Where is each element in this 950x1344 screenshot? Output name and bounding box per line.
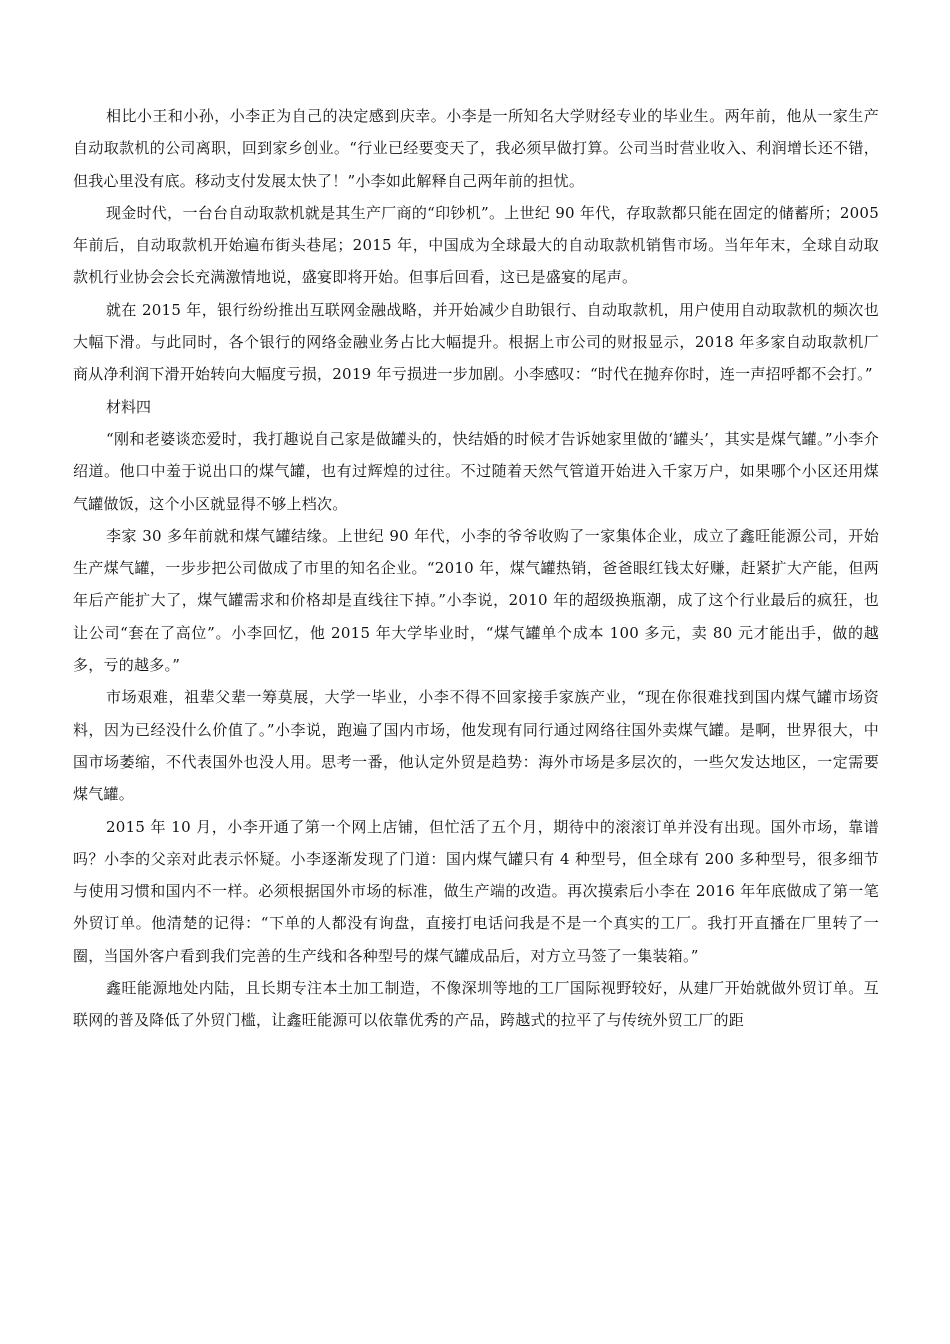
paragraph: 2015 年 10 月，小李开通了第一个网上店铺，但忙活了五个月，期待中的滚滚订单并没有出现。国外市场，靠谱吗？小李的父亲对此表示怀疑。小李逐渐发现了门道：国内煤气罐只有 4 种型号，但全球有 200 多种型号，很多细节与使用习惯和国内不一样。必须根据国外市场的标准，做生产端的改造。再次摸索后小李在 2016 年年底做成了第一笔外贸订单。他清楚的记得：“下单的人都没有询盘，直接打电话问我是不是一个真实的工厂。我打开直播在厂里转了一圈，当国外客户看到我们完善的生产线和各种型号的煤气罐成品后，对方立马签了一集装箱。” bbox=[73, 817, 879, 965]
paragraph: 现金时代，一台台自动取款机就是其生产厂商的“印钞机”。上世纪 90 年代，存取款都只能在固定的储蓄所；2005 年前后，自动取款机开始遍布街头巷尾；2015 年，中国成为全球最大的自动取款机销售市场。当年年末，全球自动取款机行业协会会长充满激情地说，盛宴即将开始。但事后回看，这已是盛宴的尾声。 bbox=[73, 203, 879, 287]
paragraph: 就在 2015 年，银行纷纷推出互联网金融战略，并开始减少自助银行、自动取款机，用户使用自动取款机的频次也大幅下滑。与此同时，各个银行的网络金融业务占比大幅提升。根据上市公司的财报显示，2018 年多家自动取款机厂商从净利润下滑开始转向大幅度亏损，2019 年亏损进一步加剧。小李感叹：“时代在抛弃你时，连一声招呼都不会打。” bbox=[73, 300, 879, 384]
section-heading: 材料四 bbox=[106, 397, 152, 416]
document-page bbox=[73, 100, 879, 1037]
paragraph: 鑫旺能源地处内陆，且长期专注本土加工制造，不像深圳等地的工厂国际视野较好，从建厂开始就做外贸订单。互联网的普及降低了外贸门槛，让鑫旺能源可以依靠优秀的产品，跨越式的拉平了与传统外贸工厂的距 bbox=[73, 979, 879, 1030]
paragraph: 市场艰难，祖辈父辈一筹莫展，大学一毕业，小李不得不回家接手家族产业，“现在你很难找到国内煤气罐市场资料，因为已经没什么价值了。”小李说，跑遍了国内市场，他发现有同行通过网络往国外卖煤气罐。是啊，世界很大，中国市场萎缩，不代表国外也没人用。思考一番，他认定外贸是趋势：海外市场是多层次的，一些欠发达地区，一定需要煤气罐。 bbox=[73, 688, 879, 804]
paragraph: 相比小王和小孙，小李正为自己的决定感到庆幸。小李是一所知名大学财经专业的毕业生。两年前，他从一家生产自动取款机的公司离职，回到家乡创业。“行业已经要变天了，我必须早做打算。公司当时营业收入、利润增长还不错，但我心里没有底。移动支付发展太快了！”小李如此解释自己两年前的担忧。 bbox=[73, 107, 879, 190]
paragraph: “刚和老婆谈恋爱时，我打趣说自己家是做罐头的，快结婚的时候才告诉她家里做的‘罐头’，其实是煤气罐。”小李介绍道。他口中羞于说出口的煤气罐，也有过辉煌的过往。不过随着天然气管道开始进入千家万户，如果哪个小区还用煤气罐做饭，这个小区就显得不够上档次。 bbox=[73, 429, 879, 513]
paragraph: 李家 30 多年前就和煤气罐结缘。上世纪 90 年代，小李的爷爷收购了一家集体企业，成立了鑫旺能源公司，开始生产煤气罐，一步步把公司做成了市里的知名企业。“2010 年，煤气罐热销，爸爸眼红钱太好赚，赶紧扩大产能，但两年后产能扩大了，煤气罐需求和价格却是直线往下掉。”小李说，2010 年的超级换瓶潮，成了这个行业最后的疯狂，也让公司“套在了高位”。小李回忆，他 2015 年大学毕业时，“煤气罐单个成本 100 多元，卖 80 元才能出手，做的越多，亏的越多。” bbox=[73, 526, 879, 675]
